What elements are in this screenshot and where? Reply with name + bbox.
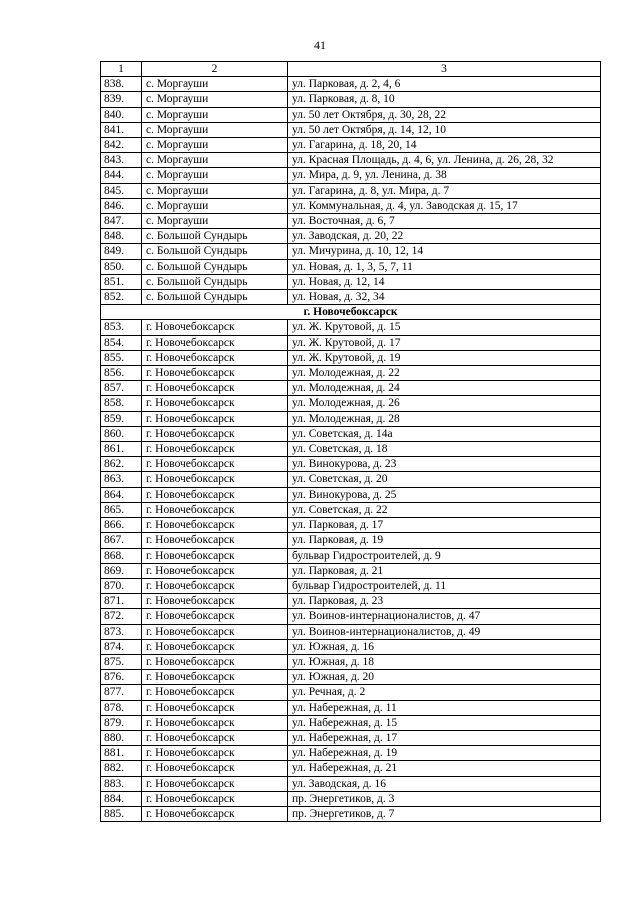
row-number: 882.: [101, 761, 142, 776]
row-locality: г. Новочебоксарск: [142, 761, 288, 776]
row-address: ул. Южная, д. 16: [288, 639, 601, 654]
row-locality: г. Новочебоксарск: [142, 335, 288, 350]
row-address: ул. Новая, д. 1, 3, 5, 7, 11: [288, 259, 601, 274]
table-row: [101, 426, 601, 441]
table-row: [101, 168, 601, 183]
row-address: ул. Заводская, д. 16: [288, 776, 601, 791]
row-locality: г. Новочебоксарск: [142, 563, 288, 578]
row-number: 874.: [101, 639, 142, 654]
row-address: ул. Молодежная, д. 26: [288, 396, 601, 411]
table-row: [101, 320, 601, 335]
row-number: 885.: [101, 806, 142, 821]
row-address: ул. Мира, д. 9, ул. Ленина, д. 38: [288, 168, 601, 183]
row-number: 866.: [101, 518, 142, 533]
row-address: ул. Воинов-интернационалистов, д. 47: [288, 609, 601, 624]
row-number: 858.: [101, 396, 142, 411]
row-locality: г. Новочебоксарск: [142, 426, 288, 441]
table-row: [101, 594, 601, 609]
row-number: 844.: [101, 168, 142, 183]
row-locality: г. Новочебоксарск: [142, 730, 288, 745]
table-row: [101, 776, 601, 791]
row-address: ул. Южная, д. 20: [288, 670, 601, 685]
column-header-2: 2: [142, 62, 288, 77]
row-number: 880.: [101, 730, 142, 745]
table-row: [101, 457, 601, 472]
table-row: [101, 335, 601, 350]
row-number: 839.: [101, 92, 142, 107]
column-header-1: 1: [101, 62, 142, 77]
table-row: [101, 229, 601, 244]
row-locality: с. Большой Сундырь: [142, 244, 288, 259]
row-number: 869.: [101, 563, 142, 578]
row-number: 867.: [101, 533, 142, 548]
row-number: 864.: [101, 487, 142, 502]
row-locality: г. Новочебоксарск: [142, 639, 288, 654]
table-row: [101, 518, 601, 533]
row-number: 854.: [101, 335, 142, 350]
row-locality: г. Новочебоксарск: [142, 670, 288, 685]
row-number: 877.: [101, 685, 142, 700]
row-locality: г. Новочебоксарск: [142, 396, 288, 411]
row-number: 861.: [101, 442, 142, 457]
row-address: бульвар Гидростроителей, д. 9: [288, 548, 601, 563]
table-row: [101, 533, 601, 548]
row-number: 870.: [101, 578, 142, 593]
row-number: 876.: [101, 670, 142, 685]
row-address: ул. Коммунальная, д. 4, ул. Заводская д. 15, 17: [288, 198, 601, 213]
section-row: [101, 305, 601, 320]
row-address: ул. Южная, д. 18: [288, 654, 601, 669]
row-number: 847.: [101, 214, 142, 229]
row-number: 875.: [101, 654, 142, 669]
row-number: 846.: [101, 198, 142, 213]
row-address: ул. Советская, д. 22: [288, 502, 601, 517]
row-locality: г. Новочебоксарск: [142, 533, 288, 548]
row-locality: с. Моргауши: [142, 198, 288, 213]
table-row: [101, 366, 601, 381]
row-locality: г. Новочебоксарск: [142, 472, 288, 487]
row-address: ул. Восточная, д. 6, 7: [288, 214, 601, 229]
row-locality: г. Новочебоксарск: [142, 518, 288, 533]
row-locality: г. Новочебоксарск: [142, 350, 288, 365]
row-address: пр. Энергетиков, д. 7: [288, 806, 601, 821]
column-header-3: 3: [288, 62, 601, 77]
row-locality: г. Новочебоксарск: [142, 457, 288, 472]
row-number: 881.: [101, 746, 142, 761]
table-row: [101, 700, 601, 715]
row-locality: с. Моргауши: [142, 138, 288, 153]
row-address: ул. Мичурина, д. 10, 12, 14: [288, 244, 601, 259]
row-locality: г. Новочебоксарск: [142, 442, 288, 457]
row-address: бульвар Гидростроителей, д. 11: [288, 578, 601, 593]
row-number: 838.: [101, 77, 142, 92]
row-number: 859.: [101, 411, 142, 426]
row-address: ул. Заводская, д. 20, 22: [288, 229, 601, 244]
row-address: ул. 50 лет Октября, д. 30, 28, 22: [288, 107, 601, 122]
row-address: ул. Винокурова, д. 23: [288, 457, 601, 472]
row-address: ул. Советская, д. 18: [288, 442, 601, 457]
table-row: [101, 122, 601, 137]
table-row: [101, 183, 601, 198]
table-row: [101, 487, 601, 502]
page-number: 41: [314, 38, 326, 52]
table-row: [101, 77, 601, 92]
table-row: [101, 244, 601, 259]
row-locality: г. Новочебоксарск: [142, 624, 288, 639]
row-locality: с. Моргауши: [142, 92, 288, 107]
row-number: 848.: [101, 229, 142, 244]
row-address: ул. Набережная, д. 19: [288, 746, 601, 761]
table-row: [101, 806, 601, 821]
row-number: 872.: [101, 609, 142, 624]
row-number: 845.: [101, 183, 142, 198]
row-address: ул. Набережная, д. 15: [288, 715, 601, 730]
row-number: 843.: [101, 153, 142, 168]
row-locality: г. Новочебоксарск: [142, 791, 288, 806]
table-row: [101, 746, 601, 761]
row-address: ул. Набережная, д. 17: [288, 730, 601, 745]
table-row: [101, 92, 601, 107]
row-address: ул. Набережная, д. 11: [288, 700, 601, 715]
row-number: 849.: [101, 244, 142, 259]
row-locality: с. Моргауши: [142, 107, 288, 122]
row-number: 860.: [101, 426, 142, 441]
row-number: 863.: [101, 472, 142, 487]
row-address: ул. Ж. Крутовой, д. 19: [288, 350, 601, 365]
row-number: 850.: [101, 259, 142, 274]
row-locality: г. Новочебоксарск: [142, 685, 288, 700]
row-address: ул. Новая, д. 12, 14: [288, 274, 601, 289]
row-address: ул. 50 лет Октября, д. 14, 12, 10: [288, 122, 601, 137]
table-row: [101, 214, 601, 229]
row-number: 852.: [101, 290, 142, 305]
row-locality: с. Моргауши: [142, 214, 288, 229]
row-locality: г. Новочебоксарск: [142, 411, 288, 426]
row-number: 883.: [101, 776, 142, 791]
row-locality: г. Новочебоксарск: [142, 548, 288, 563]
row-locality: с. Большой Сундырь: [142, 229, 288, 244]
row-address: ул. Речная, д. 2: [288, 685, 601, 700]
row-number: 853.: [101, 320, 142, 335]
table-row: [101, 761, 601, 776]
table-row: [101, 442, 601, 457]
row-number: 842.: [101, 138, 142, 153]
row-number: 865.: [101, 502, 142, 517]
row-locality: с. Большой Сундырь: [142, 259, 288, 274]
table-row: [101, 609, 601, 624]
row-address: ул. Парковая, д. 21: [288, 563, 601, 578]
table-row: [101, 639, 601, 654]
row-locality: с. Моргауши: [142, 77, 288, 92]
row-number: 840.: [101, 107, 142, 122]
row-locality: с. Моргауши: [142, 122, 288, 137]
table-row: [101, 624, 601, 639]
row-locality: г. Новочебоксарск: [142, 654, 288, 669]
table-row: [101, 791, 601, 806]
row-address: ул. Ж. Крутовой, д. 17: [288, 335, 601, 350]
row-number: 855.: [101, 350, 142, 365]
row-locality: г. Новочебоксарск: [142, 320, 288, 335]
row-address: ул. Молодежная, д. 22: [288, 366, 601, 381]
table-row: [101, 715, 601, 730]
row-address: ул. Парковая, д. 19: [288, 533, 601, 548]
table-body-morgaushi: [101, 77, 601, 305]
row-locality: г. Новочебоксарск: [142, 502, 288, 517]
table-row: [101, 548, 601, 563]
row-locality: с. Моргауши: [142, 183, 288, 198]
row-address: ул. Винокурова, д. 25: [288, 487, 601, 502]
row-address: ул. Ж. Крутовой, д. 15: [288, 320, 601, 335]
row-address: ул. Набережная, д. 21: [288, 761, 601, 776]
table-row: [101, 472, 601, 487]
row-address: ул. Гагарина, д. 18, 20, 14: [288, 138, 601, 153]
table-row: [101, 153, 601, 168]
row-locality: с. Большой Сундырь: [142, 290, 288, 305]
row-address: ул. Парковая, д. 2, 4, 6: [288, 77, 601, 92]
table-header-row: [101, 62, 601, 77]
table-row: [101, 107, 601, 122]
table-row: [101, 381, 601, 396]
table-row: [101, 685, 601, 700]
row-locality: г. Новочебоксарск: [142, 700, 288, 715]
row-number: 878.: [101, 700, 142, 715]
row-locality: г. Новочебоксарск: [142, 715, 288, 730]
row-number: 873.: [101, 624, 142, 639]
row-number: 871.: [101, 594, 142, 609]
row-number: 868.: [101, 548, 142, 563]
row-address: ул. Парковая, д. 23: [288, 594, 601, 609]
table-row: [101, 670, 601, 685]
row-locality: г. Новочебоксарск: [142, 594, 288, 609]
row-number: 879.: [101, 715, 142, 730]
row-locality: г. Новочебоксарск: [142, 746, 288, 761]
row-locality: г. Новочебоксарск: [142, 487, 288, 502]
row-address: ул. Парковая, д. 8, 10: [288, 92, 601, 107]
row-number: 856.: [101, 366, 142, 381]
section-title: г. Новочебоксарск: [101, 305, 601, 320]
row-number: 884.: [101, 791, 142, 806]
table-row: [101, 198, 601, 213]
table-row: [101, 290, 601, 305]
table-row: [101, 730, 601, 745]
row-locality: с. Моргауши: [142, 153, 288, 168]
table-row: [101, 259, 601, 274]
table-body-novocheboksarsk: [101, 320, 601, 822]
row-address: ул. Советская, д. 14а: [288, 426, 601, 441]
table-row: [101, 396, 601, 411]
table-row: [101, 274, 601, 289]
table-row: [101, 578, 601, 593]
row-address: ул. Новая, д. 32, 34: [288, 290, 601, 305]
table-row: [101, 502, 601, 517]
address-table: [100, 61, 601, 822]
row-address: ул. Красная Площадь, д. 4, 6, ул. Ленина, д. 26, 28, 32: [288, 153, 601, 168]
row-locality: с. Большой Сундырь: [142, 274, 288, 289]
table-row: [101, 350, 601, 365]
row-address: ул. Молодежная, д. 24: [288, 381, 601, 396]
row-locality: с. Моргауши: [142, 168, 288, 183]
row-locality: г. Новочебоксарск: [142, 366, 288, 381]
row-address: ул. Воинов-интернационалистов, д. 49: [288, 624, 601, 639]
row-locality: г. Новочебоксарск: [142, 381, 288, 396]
row-address: ул. Молодежная, д. 28: [288, 411, 601, 426]
table-row: [101, 563, 601, 578]
table-row: [101, 411, 601, 426]
row-address: пр. Энергетиков, д. 3: [288, 791, 601, 806]
row-number: 857.: [101, 381, 142, 396]
row-number: 862.: [101, 457, 142, 472]
row-address: ул. Советская, д. 20: [288, 472, 601, 487]
row-address: ул. Гагарина, д. 8, ул. Мира, д. 7: [288, 183, 601, 198]
row-number: 841.: [101, 122, 142, 137]
row-locality: г. Новочебоксарск: [142, 609, 288, 624]
row-locality: г. Новочебоксарск: [142, 776, 288, 791]
row-address: ул. Парковая, д. 17: [288, 518, 601, 533]
row-number: 851.: [101, 274, 142, 289]
row-locality: г. Новочебоксарск: [142, 578, 288, 593]
row-locality: г. Новочебоксарск: [142, 806, 288, 821]
table-row: [101, 654, 601, 669]
table-row: [101, 138, 601, 153]
table-section: [101, 305, 601, 320]
